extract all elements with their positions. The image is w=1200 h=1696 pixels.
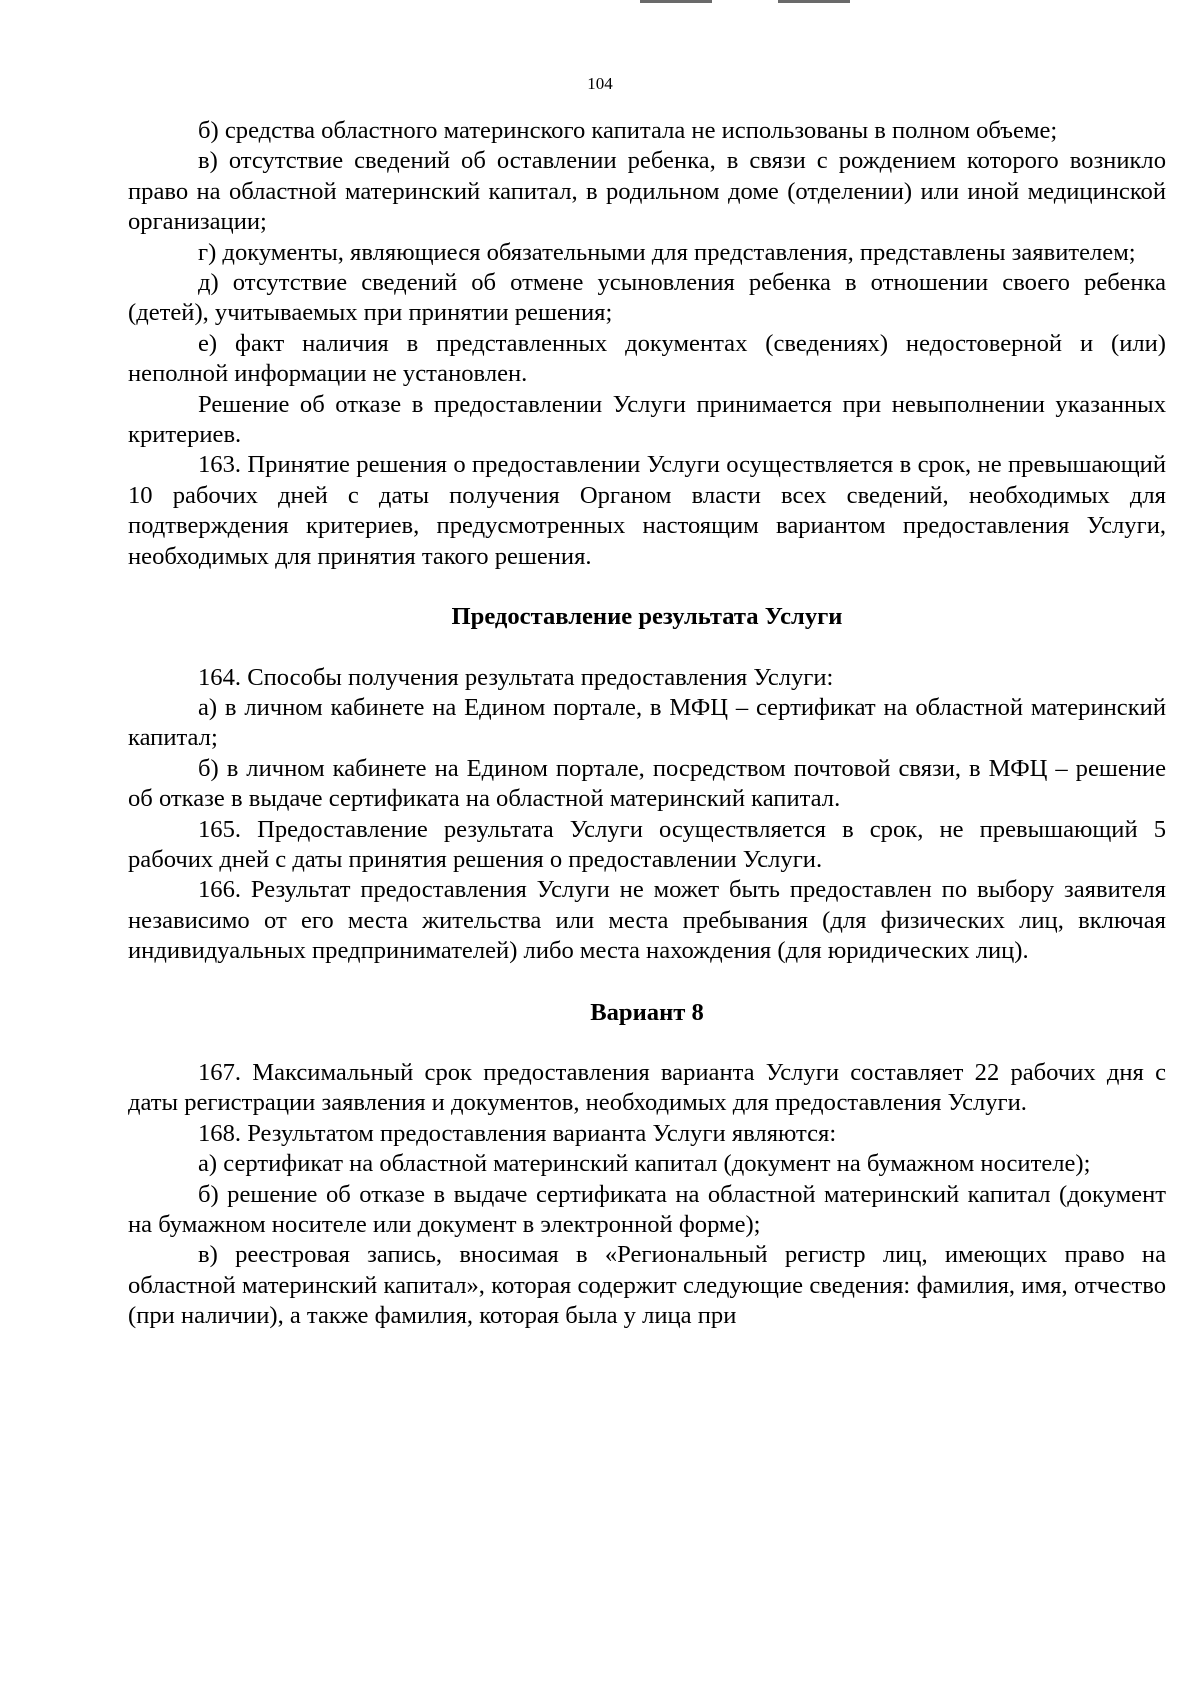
paragraph: 167. Максимальный срок предоставления варианта Услуги составляет 22 рабочих дня с даты регистрации заявления и документов, необходимых для предоставления Услуги. (128, 1058, 1166, 1117)
page-number: 104 (587, 74, 613, 93)
paragraph: а) сертификат на областной материнский капитал (документ на бумажном носителе); (198, 1150, 1091, 1178)
paragraph: д) отсутствие сведений об отмене усыновления ребенка в отношении своего ребенка (детей), учитываемых при принятии решения; (128, 269, 1166, 327)
paragraph: 168. Результатом предоставления варианта Услуги являются: (198, 1119, 837, 1147)
scan-edge-marks (0, 0, 1200, 12)
paragraph: б) решение об отказе в выдаче сертификата на областной материнский капитал (документ на бумажном носителе или документ в электронной форме); (128, 1180, 1166, 1238)
paragraph: б) средства областного материнского капитала не использованы в полном объеме; (198, 117, 1058, 144)
paragraph: 165. Предоставление результата Услуги осуществляется в срок, не превышающий 5 рабочих дней с даты принятия решения о предоставлении Услуги. (128, 815, 1166, 873)
paragraph: 164. Способы получения результата предоставления Услуги: (198, 663, 834, 691)
paragraph: 166. Результат предоставления Услуги не может быть предоставлен по выбору заявителя независимо от его места жительства или места пребывания (для физических лиц, включая индивидуальных предпринимателей) либо места нахождения (для юридических лиц). (128, 876, 1166, 965)
scan-mark (640, 0, 712, 3)
section-heading-variant-8: Вариант 8 (590, 998, 704, 1026)
paragraph: в) реестровая запись, вносимая в «Региональный регистр лиц, имеющих право на областной материнский капитал», которая содержит следующие сведения: фамилия, имя, отчество (при наличии), а также фамилия, которая была у лица при (128, 1241, 1166, 1330)
paragraph: е) факт наличия в представленных документах (сведениях) недостоверной и (или) неполной информации не установлен. (128, 329, 1166, 388)
paragraph: г) документы, являющиеся обязательными для представления, представлены заявителем; (198, 238, 1136, 266)
paragraph: б) в личном кабинете на Едином портале, посредством почтовой связи, в МФЦ – решение об отказе в выдаче сертификата на областной материнский капитал. (128, 754, 1166, 813)
section-heading-result: Предоставление результата Услуги (451, 603, 843, 631)
paragraph: 163. Принятие решения о предоставлении Услуги осуществляется в срок, не превышающий 10 рабочих дней с даты получения Органом власти всех сведений, необходимых для подтверждения критериев, предусмотренных настоящим вариантом предоставления Услуги, необходимых для принятия такого решения. (128, 451, 1166, 570)
document-body (128, 116, 1166, 1332)
scan-mark (778, 0, 850, 3)
paragraph: в) отсутствие сведений об оставлении ребенка, в связи с рождением которого возникло право на областной материнский капитал, в родильном доме (отделении) или иной медицинской организации; (128, 147, 1166, 236)
paragraph: а) в личном кабинете на Едином портале, в МФЦ – сертификат на областной материнский капитал; (128, 693, 1166, 752)
paragraph: Решение об отказе в предоставлении Услуги принимается при невыполнении указанных критериев. (128, 390, 1166, 449)
